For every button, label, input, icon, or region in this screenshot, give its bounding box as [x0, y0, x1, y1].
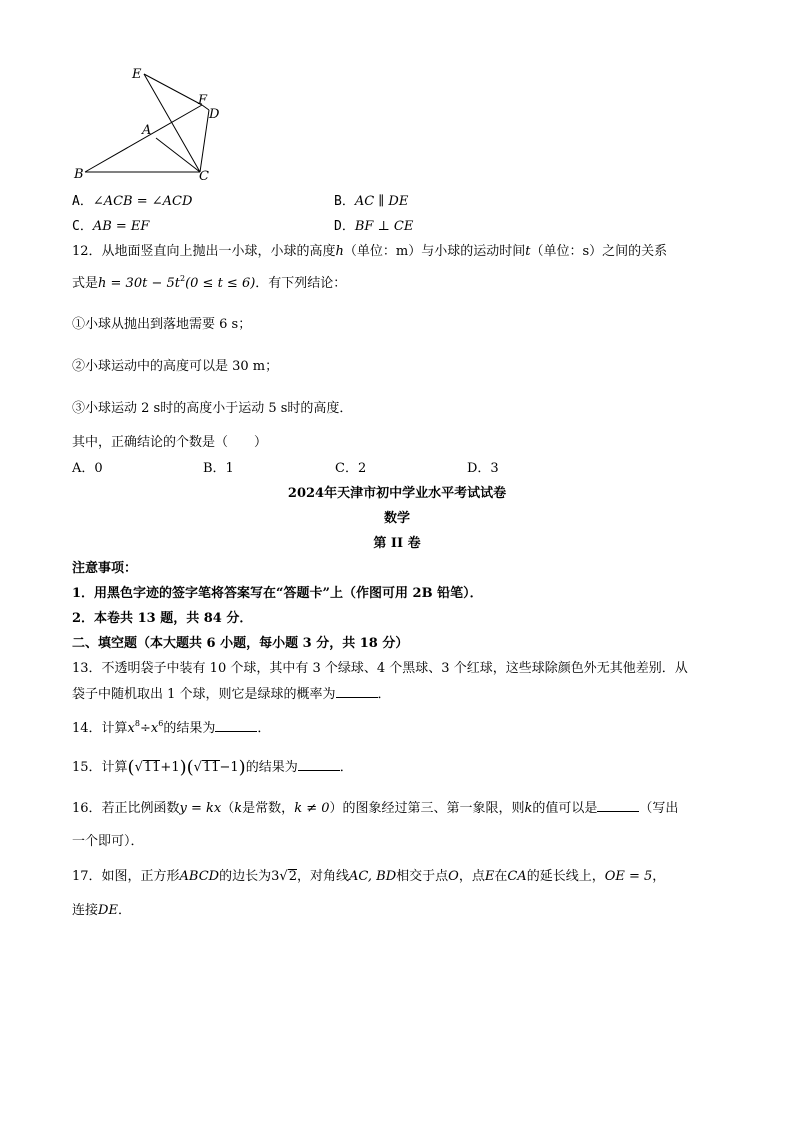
- q12-option-a[interactable]: A．0: [72, 461, 103, 476]
- segment-cd: [200, 110, 209, 172]
- subject-title: 数学: [383, 511, 410, 526]
- q14-answer-blank[interactable]: [215, 719, 257, 732]
- q12-line1: 12．从地面竖直向上抛出一小球，小球的高度h（单位：m）与小球的运动时间t（单位：s）之间的关系: [72, 244, 668, 259]
- label-e: E: [132, 67, 142, 82]
- volume-title: 第 II 卷: [373, 536, 421, 551]
- label-d: D: [209, 107, 220, 122]
- q12-conclusion-3: ③小球运动 2 s时的高度小于运动 5 s时的高度．: [72, 401, 353, 416]
- notes-heading: 注意事项：: [72, 561, 138, 576]
- segment-bf: [85, 105, 202, 172]
- geometry-figure: [72, 62, 232, 184]
- q17-line1: 17．如图，正方形ABCD的边长为3√2，对角线AC, BD相交于点O，点E在CA的延长线上，OE = 5，: [72, 869, 666, 884]
- q16-line2: 一个即可）．: [72, 834, 144, 849]
- q13-line1: 13．不透明袋子中装有 10 个球，其中有 3 个绿球、4 个黑球、3 个红球，这些球除颜色外无其他差别．从: [72, 661, 688, 676]
- q12-option-c[interactable]: C．2: [335, 461, 367, 476]
- q12-formula: h = 30t − 5t: [98, 276, 180, 291]
- q11-option-c[interactable]: C．AB = EF: [72, 219, 150, 234]
- q11-option-d[interactable]: D．BF ⊥ CE: [334, 219, 414, 234]
- segment-ac: [156, 138, 200, 172]
- q14-line: 14．计算$x^8\div x^6$的结果为 ．: [72, 719, 271, 736]
- label-b: B: [74, 167, 84, 182]
- q16-answer-blank[interactable]: [597, 799, 639, 812]
- q15-line: 15．计算(√11+1)(√11−1)的结果为 ．: [72, 757, 353, 778]
- label-f: F: [198, 93, 208, 108]
- note-2: 2．本卷共 13 题，共 84 分．: [72, 611, 253, 626]
- label-a: A: [142, 123, 152, 138]
- note-1: 1．用黑色字迹的签字笔将答案写在“答题卡”上（作图可用 2B 铅笔）．: [72, 586, 483, 601]
- q11-option-b[interactable]: B．AC ∥ DE: [334, 194, 409, 209]
- q12-line2: 式是$h = 30t - 5t^2(0 \le t \le 6)$．有下列结论：: [72, 274, 347, 291]
- q16-line1: 16．若正比例函数y = kx（k是常数，k ≠ 0）的图象经过第三、第一象限，则k的值可以是 （写出: [72, 801, 679, 816]
- exam-title: 2024年天津市初中学业水平考试试卷: [287, 486, 507, 501]
- q17-line2: 连接DE．: [72, 903, 131, 918]
- q12-option-b[interactable]: B．1: [203, 461, 234, 476]
- q11-option-a[interactable]: A．∠ACB = ∠ACD: [72, 194, 193, 209]
- q12-conclusion-1: ①小球从抛出到落地需要 6 s；: [72, 317, 252, 332]
- q13-line2: 袋子中随机取出 1 个球，则它是绿球的概率为 ．: [72, 687, 391, 702]
- q12-question: 其中，正确结论的个数是（ ）: [72, 435, 268, 450]
- q12-option-d[interactable]: D．3: [467, 461, 499, 476]
- triangle-diagram: [72, 62, 232, 184]
- q13-answer-blank[interactable]: [336, 685, 378, 698]
- q15-answer-blank[interactable]: [298, 758, 340, 771]
- part-2-heading: 二、填空题（本大题共 6 小题，每小题 3 分，共 18 分）: [72, 636, 409, 651]
- q12-conclusion-2: ②小球运动中的高度可以是 30 m；: [72, 359, 279, 374]
- label-c: C: [199, 169, 209, 184]
